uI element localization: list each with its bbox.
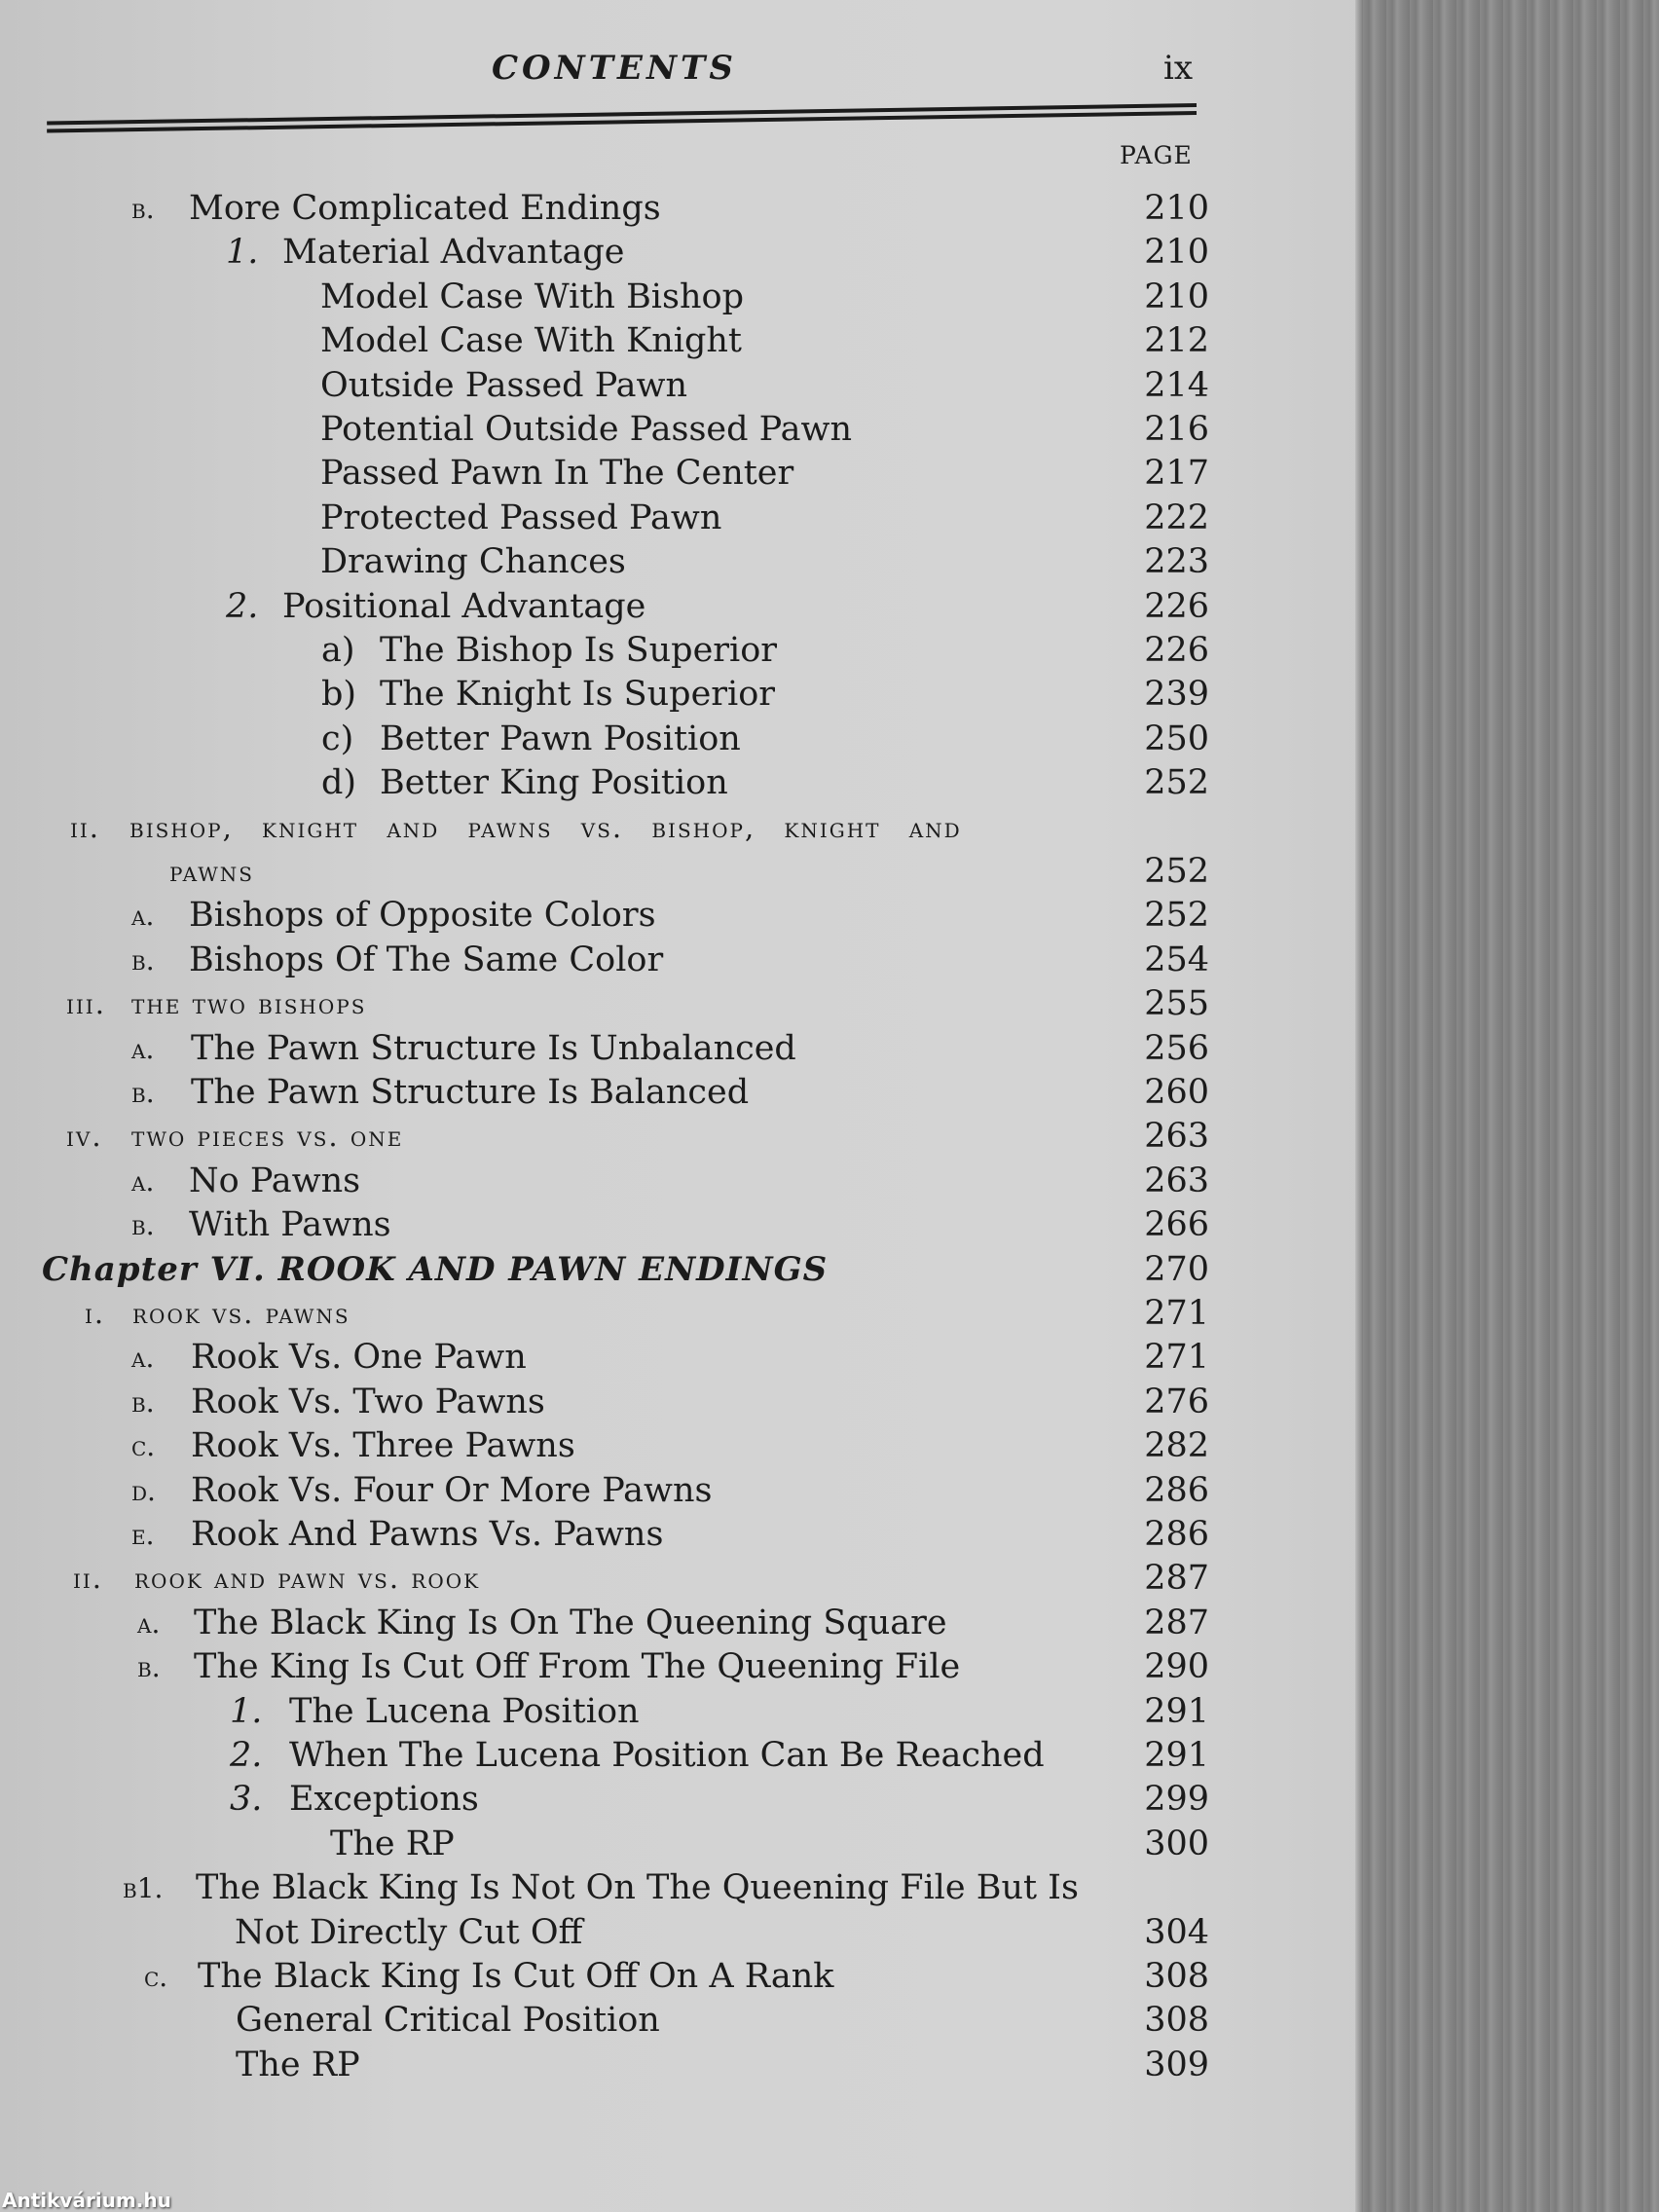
entry-marker: d)	[321, 763, 357, 803]
entry-page-number: 286	[1144, 1515, 1209, 1554]
toc-entry	[0, 1115, 1227, 1159]
entry-title: Material Advantage	[282, 233, 625, 273]
entry-page-number: 299	[1144, 1780, 1209, 1820]
toc-entry	[0, 540, 1227, 584]
entry-title: Model Case With Knight	[320, 321, 742, 361]
entry-page-number: 210	[1144, 189, 1209, 228]
entry-marker: iv.	[66, 1120, 103, 1154]
entry-marker: ii.	[70, 810, 101, 844]
entry-title: The Pawn Structure Is Balanced	[191, 1073, 750, 1112]
entry-page-number: 270	[1144, 1249, 1209, 1289]
entry-marker: b.	[137, 1651, 161, 1684]
toc-entry	[0, 231, 1227, 275]
entry-page-number: 252	[1144, 896, 1209, 936]
page-column-label: PAGE	[1120, 141, 1193, 169]
entry-page-number: 216	[1144, 410, 1209, 449]
entry-title: General Critical Position	[236, 2001, 660, 2041]
entry-title: Rook Vs. Three Pawns	[191, 1426, 575, 1466]
entry-marker: b)	[321, 675, 357, 715]
entry-marker: a.	[131, 1032, 155, 1065]
entry-page-number: 210	[1144, 276, 1209, 316]
entry-page-number: 256	[1144, 1028, 1209, 1068]
entry-title: Potential Outside Passed Pawn	[320, 410, 853, 449]
entry-page-number: 252	[1144, 763, 1209, 803]
entry-title: Protected Passed Pawn	[320, 498, 722, 537]
toc-entry	[0, 187, 1227, 231]
toc-entry	[0, 806, 1227, 850]
toc-entry	[0, 364, 1227, 408]
entry-title: Rook Vs. Two Pawns	[191, 1382, 545, 1421]
entry-page-number: 252	[1144, 852, 1209, 891]
toc-entry	[0, 1690, 1227, 1734]
entry-page-number: 263	[1144, 1117, 1209, 1157]
entry-title: Outside Passed Pawn	[320, 365, 688, 405]
toc-entry	[0, 1424, 1227, 1468]
entry-title: The Bishop Is Superior	[380, 631, 778, 670]
toc-entry	[0, 1778, 1227, 1822]
entry-title: Positional Advantage	[282, 586, 646, 626]
toc-entry	[0, 673, 1227, 717]
toc-entry	[0, 452, 1227, 496]
toc-entry	[0, 1381, 1227, 1424]
entry-page-number: 210	[1144, 233, 1209, 273]
watermark: Antikvárium.hu	[2, 2189, 171, 2212]
entry-title: Exceptions	[289, 1780, 479, 1820]
entry-page-number: 254	[1144, 940, 1209, 979]
entry-marker: 3.	[230, 1780, 263, 1820]
toc-entry	[0, 1292, 1227, 1336]
toc-entry	[0, 982, 1227, 1026]
entry-title: Rook And Pawns Vs. Pawns	[191, 1515, 664, 1554]
entry-title: Chapter VI. ROOK AND PAWN ENDINGS	[42, 1249, 829, 1289]
entry-title: Rook Vs. One Pawn	[191, 1338, 527, 1378]
entry-title: The Black King Is On The Queening Square	[194, 1603, 947, 1642]
entry-title: Not Directly Cut Off	[235, 1912, 583, 1952]
entry-marker: a.	[131, 1342, 155, 1375]
entry-page-number: 309	[1144, 2045, 1209, 2084]
entry-page-number: 308	[1144, 1957, 1209, 1996]
entry-marker: b.	[131, 1077, 155, 1109]
entry-page-number: 287	[1144, 1559, 1209, 1599]
toc-entry	[0, 1469, 1227, 1513]
entry-title: rook vs. pawns	[132, 1297, 350, 1330]
entry-marker: a.	[131, 900, 155, 933]
entry-page-number: 271	[1144, 1338, 1209, 1378]
toc-entry	[0, 408, 1227, 452]
toc-entry	[0, 850, 1227, 894]
toc-entry	[0, 1336, 1227, 1380]
entry-title: Bishops Of The Same Color	[189, 940, 664, 979]
entry-title: Passed Pawn In The Center	[320, 454, 794, 494]
entry-page-number: 300	[1144, 1824, 1209, 1863]
entry-page-number: 217	[1144, 454, 1209, 494]
entry-page-number: 239	[1144, 675, 1209, 715]
entry-title: the two bishops	[131, 987, 367, 1021]
entry-title: The Pawn Structure Is Unbalanced	[191, 1028, 796, 1068]
toc-entry	[0, 939, 1227, 982]
toc-entry	[0, 585, 1227, 629]
entry-page-number: 291	[1144, 1736, 1209, 1775]
entry-page-number: 276	[1144, 1382, 1209, 1421]
entry-marker: c)	[321, 719, 354, 758]
toc-entry	[0, 894, 1227, 938]
entry-marker: b1.	[123, 1872, 164, 1905]
entry-marker: a.	[137, 1606, 161, 1640]
wooden-surface	[1363, 0, 1659, 2212]
toc-entry	[0, 718, 1227, 761]
entry-marker: c.	[144, 1961, 168, 1993]
entry-title: The RP	[330, 1824, 455, 1863]
entry-page-number: 290	[1144, 1647, 1209, 1687]
entry-title: The RP	[236, 2045, 360, 2084]
entry-marker: a)	[321, 631, 355, 670]
entry-title: With Pawns	[189, 1205, 391, 1245]
toc-entry	[0, 1248, 1227, 1292]
entry-title: Bishops of Opposite Colors	[189, 896, 656, 936]
toc-entry	[0, 629, 1227, 673]
entry-page-number: 286	[1144, 1470, 1209, 1510]
toc-entry	[0, 2044, 1227, 2087]
entry-title: bishop, knight and pawns vs. bishop, knight and	[129, 810, 962, 844]
entry-marker: b.	[131, 193, 155, 225]
toc-entry	[0, 1557, 1227, 1601]
folio-page-number: ix	[1163, 49, 1194, 88]
entry-marker: 2.	[230, 1736, 263, 1775]
entry-marker: 1.	[226, 233, 259, 273]
entry-page-number: 263	[1144, 1161, 1209, 1200]
entry-marker: i.	[85, 1297, 106, 1330]
entry-title: Rook Vs. Four Or More Pawns	[191, 1470, 713, 1510]
entry-page-number: 304	[1144, 1912, 1209, 1952]
entry-title: The Knight Is Superior	[380, 675, 776, 715]
entry-page-number: 223	[1144, 542, 1209, 582]
entry-title: No Pawns	[189, 1161, 361, 1200]
entry-page-number: 222	[1144, 498, 1209, 537]
toc-entry	[0, 761, 1227, 805]
entry-title: Drawing Chances	[320, 542, 626, 582]
toc-entry	[0, 1734, 1227, 1778]
entry-title: two pieces vs. one	[131, 1120, 404, 1154]
entry-marker: 1.	[230, 1691, 263, 1731]
toc-entry	[0, 1645, 1227, 1689]
toc-entry	[0, 497, 1227, 540]
toc-entry	[0, 1071, 1227, 1115]
entry-marker: ii.	[73, 1562, 104, 1596]
entry-page-number: 226	[1144, 586, 1209, 626]
entry-title: The Black King Is Not On The Queening File But Is	[196, 1868, 1079, 1908]
entry-title: The Lucena Position	[289, 1691, 640, 1731]
toc-entry	[0, 1999, 1227, 2043]
entry-marker: b.	[131, 943, 155, 977]
entry-marker: iii.	[66, 987, 106, 1021]
entry-page-number: 308	[1144, 2001, 1209, 2041]
toc-entry	[0, 1203, 1227, 1247]
entry-marker: e.	[131, 1519, 155, 1551]
entry-page-number: 260	[1144, 1073, 1209, 1112]
entry-page-number: 214	[1144, 365, 1209, 405]
entry-page-number: 287	[1144, 1603, 1209, 1642]
toc-entry	[0, 1027, 1227, 1071]
entry-marker: 2.	[226, 586, 259, 626]
toc-entry	[0, 1513, 1227, 1557]
entry-title: When The Lucena Position Can Be Reached	[289, 1736, 1045, 1775]
entry-marker: c.	[131, 1430, 156, 1463]
entry-title: The Black King Is Cut Off On A Rank	[198, 1957, 834, 1996]
entry-marker: d.	[131, 1474, 156, 1507]
toc-entry	[0, 1955, 1227, 1999]
entry-title: rook and pawn vs. rook	[134, 1562, 481, 1596]
entry-title: Better King Position	[380, 763, 728, 803]
entry-title: The King Is Cut Off From The Queening File	[194, 1647, 961, 1687]
entry-page-number: 291	[1144, 1691, 1209, 1731]
toc-entry	[0, 1160, 1227, 1203]
toc-entry	[0, 1911, 1227, 1955]
entry-page-number: 212	[1144, 321, 1209, 361]
toc-entry	[0, 1823, 1227, 1866]
entry-marker: b.	[131, 1209, 155, 1242]
entry-title: Model Case With Bishop	[320, 276, 744, 316]
toc-entry	[0, 319, 1227, 363]
toc-entry	[0, 1866, 1227, 1910]
entry-page-number: 271	[1144, 1294, 1209, 1333]
entry-page-number: 250	[1144, 719, 1209, 758]
entry-title: Better Pawn Position	[380, 719, 741, 758]
running-head-title: CONTENTS	[492, 49, 737, 88]
entry-page-number: 266	[1144, 1205, 1209, 1245]
toc-entry	[0, 1602, 1227, 1645]
entry-marker: b.	[131, 1385, 155, 1419]
entry-page-number: 226	[1144, 631, 1209, 670]
entry-page-number: 255	[1144, 984, 1209, 1024]
entry-marker: a.	[131, 1164, 155, 1198]
entry-title: pawns	[169, 855, 255, 888]
toc-entry	[0, 276, 1227, 319]
entry-page-number: 282	[1144, 1426, 1209, 1466]
entry-title: More Complicated Endings	[189, 189, 661, 228]
